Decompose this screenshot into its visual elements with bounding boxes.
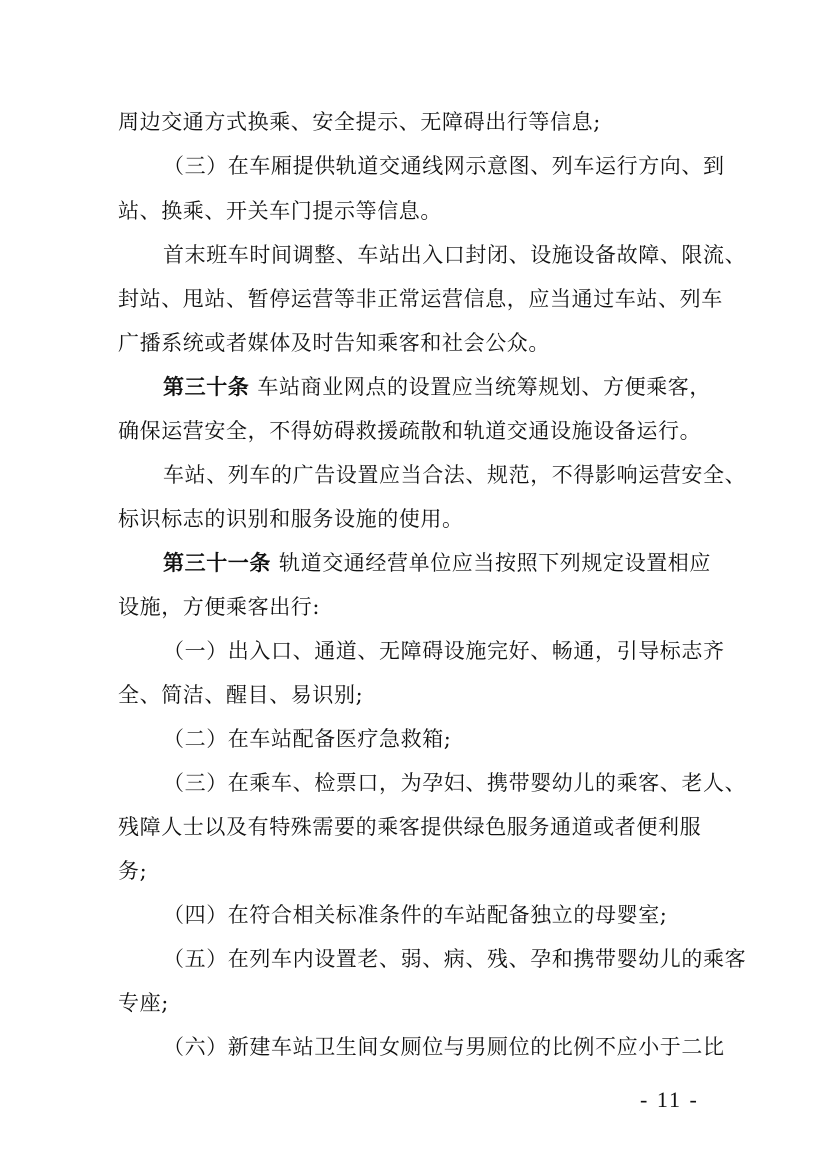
paragraph-line: 封站、甩站、暂停运营等非正常运营信息，应当通过车站、列车 (118, 287, 723, 311)
paragraph-line: （二）在车站配备医疗急救箱; (163, 727, 452, 751)
paragraph-line: 设施，方便乘客出行: (118, 595, 321, 619)
paragraph-text: 轨道交通经营单位应当按照下列规定设置相应 (279, 551, 711, 575)
paragraph-line: 标识标志的识别和服务设施的使用。 (118, 507, 464, 531)
page-number: - 11 - (640, 1087, 699, 1112)
paragraph-line: （三）在乘车、检票口，为孕妇、携带婴幼儿的乘客、老人、 (163, 771, 747, 795)
article-heading-line (163, 372, 723, 402)
paragraph-line: 全、简洁、醒目、易识别; (118, 683, 364, 707)
paragraph-line: 确保运营安全，不得妨碍救援疏散和轨道交通设施设备运行。 (118, 419, 702, 443)
article-heading-line (163, 548, 723, 578)
paragraph-line: 站、换乘、开关车门提示等信息。 (118, 199, 442, 223)
paragraph-line: 首末班车时间调整、车站出入口封闭、设施设备故障、限流、 (163, 243, 747, 267)
article-number: 第三十一条 (163, 551, 271, 575)
article-number: 第三十条 (163, 375, 250, 399)
paragraph-line: 车站、列车的广告设置应当合法、规范，不得影响运营安全、 (163, 463, 747, 487)
paragraph-line: （五）在列车内设置老、弱、病、残、孕和携带婴幼儿的乘客 (163, 947, 747, 971)
paragraph-line: 残障人士以及有特殊需要的乘客提供绿色服务通道或者便利服 (118, 815, 702, 839)
paragraph-line: （六）新建车站卫生间女厕位与男厕位的比例不应小于二比 (163, 1035, 725, 1059)
paragraph-line: 广播系统或者媒体及时告知乘客和社会公众。 (118, 331, 550, 355)
paragraph-line: （三）在车厢提供轨道交通线网示意图、列车运行方向、到 (163, 154, 725, 178)
paragraph-line: （一）出入口、通道、无障碍设施完好、畅通，引导标志齐 (163, 639, 725, 663)
paragraph-line: 周边交通方式换乘、安全提示、无障碍出行等信息; (118, 110, 601, 134)
paragraph-line: 专座; (118, 991, 169, 1015)
paragraph-line: （四）在符合相关标准条件的车站配备独立的母婴室; (163, 903, 668, 927)
paragraph-text: 车站商业网点的设置应当统筹规划、方便乘客， (257, 375, 712, 399)
paragraph-line: 务; (118, 859, 148, 883)
